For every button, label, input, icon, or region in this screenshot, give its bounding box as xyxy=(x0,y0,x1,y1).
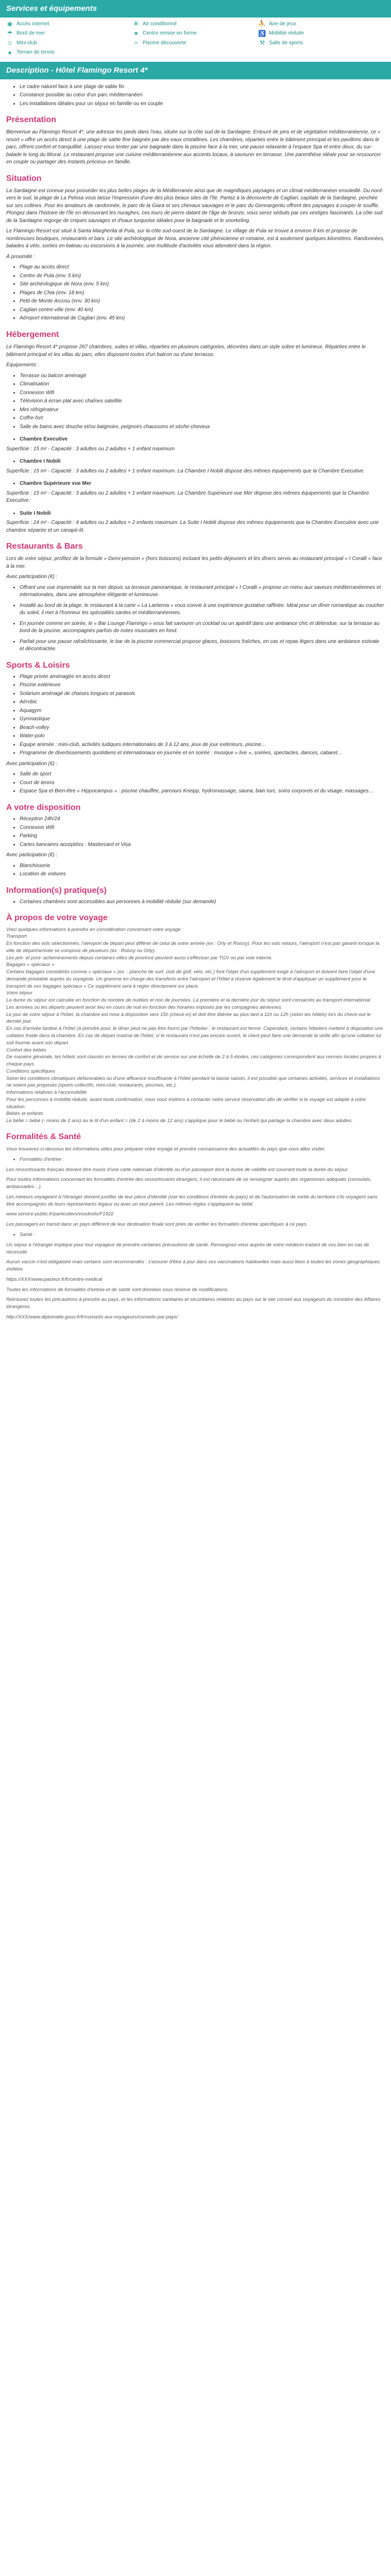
situation-title: Situation xyxy=(6,174,42,183)
amenity-item: ≈ Piscine découverte xyxy=(133,40,259,47)
list-item: • Solarium aménagé de chaises longues et parasols xyxy=(20,690,385,698)
amenities-grid xyxy=(0,18,391,62)
room-name: • Chambre Executive xyxy=(20,436,385,444)
list-item: • Plages de Chia (env. 18 km) xyxy=(20,290,385,297)
list-item: • Plage au accès direct xyxy=(20,264,385,272)
list-item: • Salle de sport xyxy=(20,771,385,778)
list-item: • Aquagym xyxy=(20,707,385,715)
list-item: • Petit de Monte Arcosu (env. 30 km) xyxy=(20,298,385,306)
presentation-text: Bienvenue au Flamingo Resort 4*, une adresse les pieds dans l'eau, située sur la côte sud de la Sardaigne. Entouré de pins et de végétation méditerranéenne, ce « resort » offre un accès direct à une plage de sable fine baignée par des eaux cristallines. Les chambres, réparties entre le bâtiment principal et les pavillons dans le parc, offrent confort et tranquillité. Laissez-vous tenter par une baignade dans la piscine face à la mer, une pause relaxante à l'espace Spa et entre deux, du sur-balade le long du littoral. Le restaurant propose une cuisine méditerranéenne aux accents locaux, à savourer en terrasse. Une parenthèse idéale pour se ressourcer en couple ou partager des instants précieux en famille. xyxy=(6,129,381,165)
ac-icon: ❄ xyxy=(133,20,139,28)
list-item: • Terrasse ou balcon aménagé xyxy=(20,372,385,380)
presentation-title: Présentation xyxy=(6,115,56,124)
list-item: • Salle de bains avec douche et/ou baignoire, peignoirs chaussons et sèche-cheveux xyxy=(20,423,385,431)
sports-avail: Avec participation (€) : xyxy=(6,760,58,767)
nearby-list xyxy=(6,264,385,323)
amenity-item: ❄ Air conditionné xyxy=(133,20,177,28)
room-desc: Superficie : 15 m² - Capacité : 3 adultes ou 2 adultes + 1 enfant maximum. La Chambre Supérieure vue Mer dispose des mêmes équipements que la Chambre Executive. xyxy=(6,490,369,504)
list-item: • Installé au bord de la plage, le restaurant à la carte « La Lanterna » vous convie à une expérience gustative raffinée. Idéal pour un dîner romantique au coucher du soleil, il met à l'honneur les spécialités sardes et méditerranéennes. xyxy=(20,602,385,617)
list-item: • Équipe animée : mini-club, activités ludiques internationales de 3 à 12 ans, jeux de jour extérieurs, piscine… xyxy=(20,741,385,749)
amenity-item: ♥ Centre remise en forme xyxy=(133,30,259,38)
room-name: • Chambre I Nobili xyxy=(20,458,385,466)
amenity-item: ♿ Mobilité réduite xyxy=(258,29,304,37)
list-item: • Blanchisserie xyxy=(20,862,385,870)
list-item: • Gymnastique xyxy=(20,716,385,723)
list-item: • Connexion Wifi xyxy=(20,824,385,832)
list-item: • Les installations idéales pour un séjour en famille ou en couple xyxy=(20,100,385,108)
sports-list xyxy=(6,673,385,757)
room-name: • Chambre Supérieure vue Mer xyxy=(20,480,385,488)
link[interactable]: http://XXX/www.diplomatie.gouv.fr/fr/conseils-aux-voyageurs/conseils-par-pays/ xyxy=(6,1314,178,1320)
list-item: • Centre de Pula (env. 5 km) xyxy=(20,273,385,280)
list-item: • Espace Spa et Bien-être « Hippocampus » : piscine chauffée, parcours Kneipp, hydromassage, sauna, bain turc, soins corporels et du visage, massages… xyxy=(20,788,385,795)
list-item: • Location de voitures xyxy=(20,871,385,878)
list-item: • Offrant une vue imprenable sur la mer depuis sa terrasse panoramique, le restaurant principal « I Coralli » propose un menu aux saveurs méditerranéennes et internationales, dans une atmosphère élégante et lumineuse. xyxy=(20,584,385,599)
amenity-item: ☂ Bord de mer xyxy=(7,29,45,37)
info-title: Information(s) pratique(s) xyxy=(6,886,107,895)
playground-icon: ⛹ xyxy=(258,20,266,28)
list-item: • Télévision à écran plat avec chaînes satellite xyxy=(20,398,385,405)
list-item: • Cartes bancaires acceptées : Mastercard et Visa xyxy=(20,841,385,849)
list-item: • Beach-volley xyxy=(20,724,385,732)
equipment-list xyxy=(6,372,385,431)
restaurants-title: Restaurants & Bars xyxy=(6,542,83,551)
hebergement-title: Hébergement xyxy=(6,330,59,339)
room-name: • Suite I Nobili xyxy=(20,510,385,518)
situation-text-2: Le Flamingo Resort est situé à Santa Margherita di Pula, sur la côte sud-ouest de la Sardaigne. Le village de Pula se trouve à environ 8 km et propose de nombreuses boutiques, restaurants et bars. Le site archéologique de Nora, ancienne cité phénicienne et romaine, est à seulement quelques kilomètres. Randonnées, balades à vélo, sorties en bateau ou excursions à la journée, une multitude d'activités vous attendent dans la région. xyxy=(6,228,385,249)
list-item: • Certaines chambres sont accessibles aux personnes à mobilité réduite (sur demande) xyxy=(20,899,385,906)
accessible-icon: ♿ xyxy=(258,29,266,37)
list-item: • Climatisation xyxy=(20,381,385,388)
description-header: Description - Hôtel Flamingo Resort 4* xyxy=(0,62,391,79)
list-item: • Connexion Wifi xyxy=(20,389,385,397)
kids-club-icon: ☺ xyxy=(6,39,13,47)
description-section xyxy=(0,79,391,1326)
amenity-item: ⚒ Salle de sports xyxy=(259,39,303,47)
list-item: • Programme de divertissements quotidiens et internationaux en journée et en soirée : musique « live », soirées, spectacles, dances, cabaret… xyxy=(20,750,385,757)
list-item: • Le cadre naturel face à une plage de sable fin xyxy=(20,83,385,91)
list-item: • Cagliari centre-ville (env. 40 km) xyxy=(20,307,385,314)
list-item: • Piscine extérieure xyxy=(20,682,385,689)
pool-icon: ≈ xyxy=(134,39,138,47)
list-item: • Water-polo xyxy=(20,733,385,740)
list-item: • Réception 24h/24 xyxy=(20,816,385,823)
nearby-title: À proximité : xyxy=(6,253,35,260)
disposition-paid-list xyxy=(6,862,385,878)
list-item: • Aéroport international de Cagliari (env. 45 km) xyxy=(20,315,385,323)
disposition-avail: Avec participation (€) : xyxy=(6,852,58,858)
list-item: • En journée comme en soirée, le « Bar Lounge Flamingo » vous fait savourer un cocktail ou un apéritif dans une ambiance chic et détendue, sur la terrasse au bord de la piscine, accompagnés parfois de notes musicales en fond. xyxy=(20,620,385,635)
amenity-item: ● Terrain de tennis xyxy=(6,49,133,57)
room-suite xyxy=(6,510,385,535)
equipment-title: Équipements : xyxy=(6,362,39,368)
amenity-item: ☺ Mini club xyxy=(6,39,37,47)
disposition-title: A votre disposition xyxy=(6,803,81,812)
formalites-title: Formalités & Santé xyxy=(6,1132,81,1141)
link[interactable]: https://XXX/www.pasteur.fr/fr/centre-medical xyxy=(6,1276,103,1282)
room-executive xyxy=(6,436,385,453)
room-desc: Superficie : 15 m² - Capacité : 3 adultes ou 2 adultes + 1 enfant maximum. La Chambre I Nobili dispose des mêmes équipements que la Chambre Executive. xyxy=(6,468,365,474)
gym-icon: ⚒ xyxy=(259,39,265,47)
amenity-item: ◉ Accès internet xyxy=(7,20,50,28)
list-item: • Constance possible au cœur d'un parc méditerranéen xyxy=(20,92,385,99)
list-item: • Coffre-fort xyxy=(20,415,385,422)
hebergement-text: Le Flamingo Resort 4* propose 267 chambres, suites et villas, réparties en plusieurs catégories, décorées dans un style sobre et lumineux. Réparties entre le bâtiment principal et les villas du parc, elles disposent toutes d'un balcon ou d'une terrasse. xyxy=(6,344,366,358)
list-item: • Plage privée aménagée en accès direct xyxy=(20,673,385,681)
sports-title: Sports & Loisirs xyxy=(6,660,70,670)
apropos-body: Voici quelques informations à prendre en considération concernant votre voyage : Transport En fonction des vols sélectionnés, l'aéroport de départ peut différer de celui de votre arrivée (ex : Orly et Roissy). Pour les vols retours, l'aéroport n'est pas garanti lorsque la ville de départ/arrivée se compose de plusieurs (ex : Roissy ou Orly). Les pré- et post- acheminements depuis certaines villes de province peuvent aussi s'effectuer par TGV ou par voie interne. Bagages « spéciaux » Certains bagages considérés comme « spéciaux » (ex. : planche de surf, club de golf, vélo, etc.) font l'objet d'un supplément exigé à l'aéroport et doivent faire l'objet d'une demande préalable auprès du voyagiste. Un gramme en charge des transferts entre l'aéroport et l'hôtel a réserve également le droit d'appliquer un supplément pour le transport de ces bagages spéciaux « Ce supplément sera à régler directement sur place. Votre séjour La durée du séjour est calculée en fonction du nombre de nuitées et non de journées. La première et la dernière jour du séjour sont consacrés au transport international. Les arrivées ou les départs peuvent avoir lieu en cours de nuit en fonction des horaires imposés par les compagnies aériennes. Le jour de votre séjour à l'hôtel, la chambre est mise à disposition vers 15h (check-in) et doit être libérée au plus tard à 11h ou 12h (selon les hôtels) lors du check-out le dernier jour. En cas d'arrivée tardive à l'hôtel (à prendre pour, le dîner peut ne pas être fourni par l'hôtelier : le restaurant est fermé. Cependant, certains hôteliers mettent à disposition une collation froide dans la chambre. En cas de départ matinal de l'hôtel, si le restaurant n'est pas encore ouvert, le client peut faire une demande la veille afin qu'une collation lui soit fournie avant son départ. Confort des bébés De manière générale, les hôtels sont classés en termes de confort et de service sur une échelle de 2 à 5 étoiles, ces catégories correspondent aux normes locales propres à chaque pays. Conditions spécifiques Selon les conditions climatiques défavorables ou d'une affluence insuffisante à l'hôtel pendant la basse saison, il est possible que certaines activités, services et installations ne soient pas proposés (sports collectifs, mini-club, restaurants, piscines, etc.). Informations relatives à l'accessibilité Pour les personnes à mobilité réduite, avant toute confirmation, nous vous invitons à contacter notre service réservation afin de vérifier si le voyage est adapté à votre situation. Bébés et enfants Le bébé = bébé (- moins de 2 ans) ou le lit d'un enfant = (de 2 à moins de 12 ans) s'applique pour le bébé ou l'enfant qui partage la chambre avec deux adultes. xyxy=(6,926,383,1124)
info-list xyxy=(6,899,385,906)
restaurants-list xyxy=(6,584,385,653)
formalites-body: Vous trouverez ci-dessous les informations utiles pour préparer votre voyage et prendre connaissance des actualités du pays que vous allez visiter. • Formalités d'entrée : Les ressortissants français doivent être munis d'une carte nationale d'identité ou d'un passeport dont la durée de validité est couvrant toute la durée du séjour. Pour toutes informations concernant les formalités d'entrée des ressortissants étrangers, il est nécessaire de se renseigner auprès des organismes adéquats (consulats, ambassades…). Les mineurs voyageant à l'étranger doivent justifier de leur pièce d'identité (voir les conditions d'entrée du pays) et de l'autorisation de sortie du territoire s'ils voyagent sans être accompagnés de leurs représentants légaux ou avec un seul parent. Les mêmes règles s'appliquent au bébé. www.service-public.fr/particuliers/vosdroits/F1922 Les passagers en transit dans un pays différent de leur destination finale sont priés de vérifier les formalités d'entrée spécifiques à ce pays. • Santé : Un séjour à l'étranger implique pour tout voyageur de prendre certaines précautions de santé. Renseignez-vous auprès de votre médecin traitant de vos bien en cas de nécessité. Aucun vaccin n'est obligatoire mais certains sont recommandés : s'assurer d'être à jour dans ses vaccinations habituelles mais aussi liées à toutes les zones géographiques visitées. https://XXX/www.pasteur.fr/fr/centre-medical Toutes les informations de formalités d'entrée et de santé sont données sous réserve de modifications. Retrouvez toutes les précautions à prendre au pays, et les informations sanitaires et sécuritaires relatives au pays sur le site conseil aux voyageurs du ministère des Affaires étrangères. http://XXX/www.diplomatie.gouv.fr/fr/conseils-aux-voyageurs/conseils-par-pays/ xyxy=(6,1146,385,1321)
list-item: • Parfait pour une pause rafraîchissante, le bar de la piscine commercial propose glaces, boissons fraîches, en cas et repas légers dans une ambiance estivale et décontractée. xyxy=(20,638,385,653)
situation-text-1: La Sardaigne est connue pour posséder les plus belles plages de la Méditerranée ainsi que de magnifiques paysages et un climat méditerranéen ensoleillé. Du nord-vers le sud, la plage de La Pelosa vous laisse l'impression d'une des plus beaux sites de l'île. Partez à la découverte de Cagliari, capitale de la Sardaigne, perchée sur ses collines. Pour les amateurs de randonnée, le parc de la Giara et ses chevaux sauvages et le parc du Gennargentu offrent des paysages à couper le souffle. Plongez dans l'histoire de l'île en découvrant les nuraghes, ces tours de pierre datant de l'âge de bronze, vous serez séduits par ces vestiges fascinants. La côte sud de la Sardaigne regorge de criques sauvages et d'eaux turquoise idéales pour la baignade et le snorkeling. xyxy=(6,188,384,224)
sports-paid-list xyxy=(6,771,385,795)
apropos-title: À propos de votre voyage xyxy=(6,913,108,923)
beach-icon: ☂ xyxy=(7,29,13,37)
room-desc: Superficie : 15 m² - Capacité : 3 adultes ou 2 adultes + 1 enfant maximum xyxy=(6,446,175,452)
disposition-list xyxy=(6,816,385,849)
link[interactable]: www.service-public.fr/particuliers/vosdroits/F1922 xyxy=(6,1211,114,1217)
amenity-item: ⛹ Aire de jeux xyxy=(258,20,297,28)
tennis-icon: ● xyxy=(8,48,12,56)
wifi-icon: ◉ xyxy=(7,20,13,28)
description-list xyxy=(6,83,385,108)
list-item: • Mini réfrigérateur xyxy=(20,406,385,414)
room-desc: Superficie : 24 m² - Capacité : 4 adultes ou 2 adultes + 2 enfants maximum. La Suite I Nobili dispose des mêmes équipements que la Chambre Executive avec une chambre séparée et un canapé-lit. xyxy=(6,520,379,533)
services-header: Services et équipements xyxy=(0,0,391,18)
list-item: • Aérobic xyxy=(20,699,385,706)
fitness-icon: ♥ xyxy=(134,29,138,37)
restaurants-text: Lors de votre séjour, profitez de la formule « Demi-pension » (hors boissons) incluant les petits-déjeuners et les dîners servis au restaurant principal « I Coralli » face à la mer. xyxy=(6,556,382,569)
list-item: • Court de tennis xyxy=(20,779,385,787)
room-superieure xyxy=(6,480,385,505)
list-item: • Site archéologique de Nora (env. 5 km) xyxy=(20,281,385,289)
restaurants-avail: Avec participation (€) : xyxy=(6,574,58,580)
list-item: • Parking xyxy=(20,833,385,840)
room-nobili xyxy=(6,458,385,475)
